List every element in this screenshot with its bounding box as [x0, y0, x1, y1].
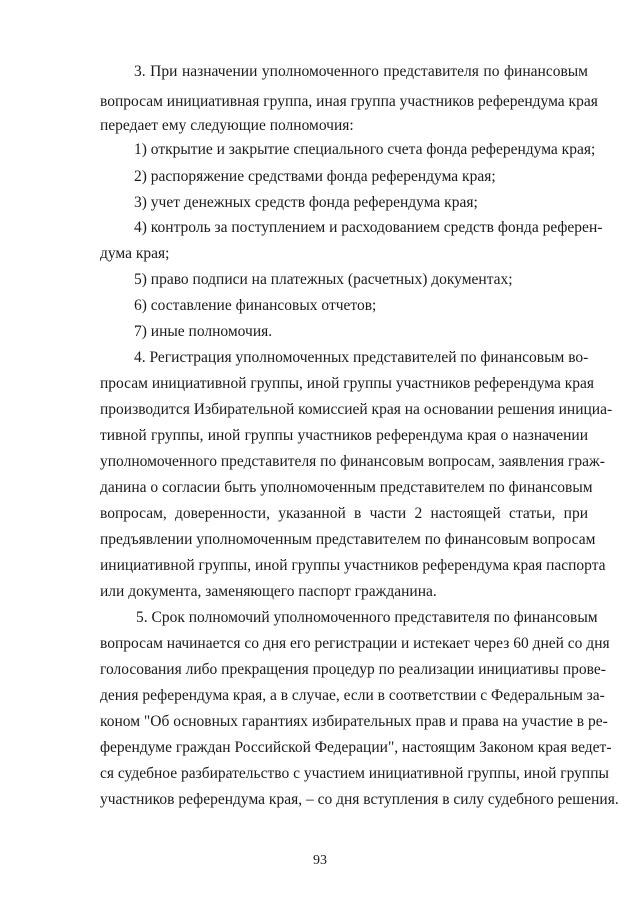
- text-line: уполномоченного представителя по финансовым вопросам, заявления граж-: [100, 453, 605, 470]
- text-line: вопросам, доверенности, указанной в части 2 настоящей статьи, при: [100, 505, 588, 522]
- text-line: инициативной группы, иной группы участников референдума края паспорта: [100, 557, 606, 574]
- text-line: голосования либо прекращения процедур по реализации инициативы прове-: [100, 661, 606, 678]
- text-line: 3. При назначении уполномоченного представителя по финансовым: [134, 63, 588, 80]
- list-item: 1) открытие и закрытие специального счета фонда референдума края;: [134, 141, 596, 158]
- text-line: тивной группы, иной группы участников референдума края о назначении: [100, 427, 588, 444]
- text-line: ся судебное разбирательство с участием инициативной группы, иной группы: [100, 765, 609, 782]
- text-line: производится Избирательной комиссией края на основании решения инициа-: [100, 401, 613, 418]
- text-line: 4. Регистрация уполномоченных представителей по финансовым во-: [134, 349, 589, 366]
- text-line: ферендуме граждан Российской Федерации", настоящим Законом края ведет-: [100, 739, 612, 756]
- text-line: дения референдума края, а в случае, если в соответствии с Федеральным за-: [100, 687, 605, 704]
- text-line: вопросам инициативная группа, иная группа участников референдума края: [100, 93, 598, 110]
- text-line: или документа, заменяющего паспорт гражданина.: [100, 583, 437, 600]
- text-line: 5. Срок полномочий уполномоченного представителя по финансовым: [136, 609, 598, 626]
- list-item: 6) составление финансовых отчетов;: [134, 297, 377, 314]
- text-line: предъявлении уполномоченным представителем по финансовым вопросам: [100, 531, 596, 548]
- text-line: участников референдума края, – со дня вступления в силу судебного решения.: [100, 791, 619, 808]
- list-item: 7) иные полномочия.: [134, 323, 273, 340]
- text-line: передает ему следующие полномочия:: [100, 117, 354, 134]
- text-line: дума края;: [100, 245, 170, 262]
- list-item: 5) право подписи на платежных (расчетных) документах;: [134, 271, 513, 288]
- text-line: коном "Об основных гарантиях избирательных прав и права на участие в ре-: [100, 713, 608, 730]
- text-line: вопросам начинается со дня его регистрации и истекает через 60 дней со дня: [100, 635, 610, 652]
- list-item: 2) распоряжение средствами фонда референдума края;: [134, 168, 496, 185]
- text-line: данина о согласии быть уполномоченным представителем по финансовым: [100, 479, 593, 496]
- page-number: 93: [313, 853, 327, 868]
- text-line: просам инициативной группы, иной группы участников референдума края: [100, 375, 595, 392]
- list-item: 3) учет денежных средств фонда референдума края;: [134, 194, 478, 211]
- list-item: 4) контроль за поступлением и расходованием средств фонда референ-: [134, 219, 603, 236]
